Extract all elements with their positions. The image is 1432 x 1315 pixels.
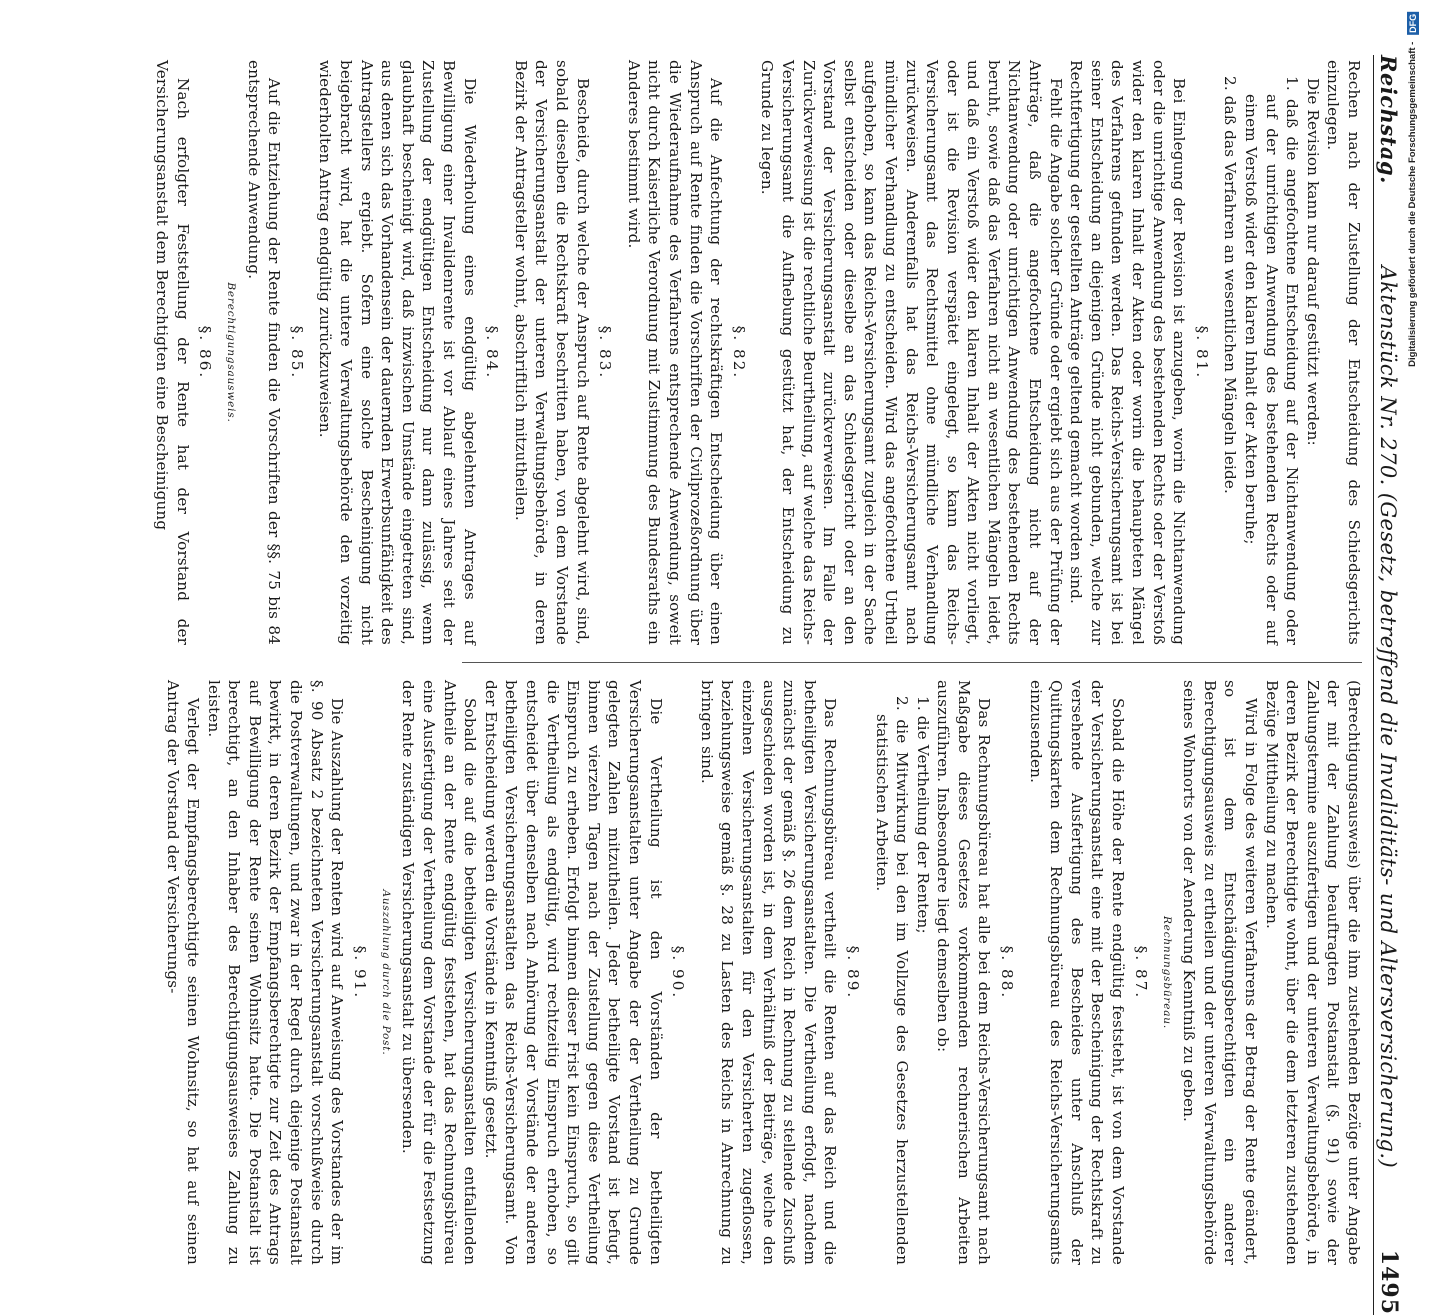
paragraph: Das Rechnungsbüreau vertheilt die Renten auf das Reich und die betheiligten Versicherungsanstalten. Die Vertheilung erfolgt, nachdem zunächst der gemäß §. 26 dem Reich in Rechnung zu stellende Zuschuß ausgeschieden worden ist, in dem Verhältniß der Beiträge, welche den einzelnen Versicherungsanstalten für den Versicherten zugeflossen, beziehungsweise gemäß §. 28 zu Lasten des Reichs in Anrechnung zu bringen sind. [697, 680, 840, 1265]
paragraph: Auf die Anfechtung der rechtskräftigen Entscheidung über einen Anspruch auf Rente finden die Vorschriften der Civilprozeßordnung über die Wiederaufnahme des Verfahrens entsprechende Anwendung, soweit nicht durch Kaiserliche Verordnung mit Zustimmung des Bundesraths ein Anderes bestimmt wird. [624, 60, 726, 645]
paragraph: (Berechtigungsausweis) über die ihm zustehenden Bezüge unter Angabe der mit der Zahlung beauftragten Postanstalt (§. 91) sowie der Zahlungstermine auszufertigen und der unteren Verwaltungsbehörde, in deren Bezirk der Berechtigte wohnt, über die dem letzteren zustehenden Bezüge Mittheilung zu machen. [1262, 680, 1363, 1265]
list-item: 1. die Vertheilung der Renten; [913, 696, 932, 934]
paragraph: Auf die Entziehung der Rente finden die Vorschriften der §§. 75 bis 84 entsprechende Anwendung. [244, 60, 284, 645]
paragraph: Die Wiederholung eines endgültig abgelehnten Antrages auf Bewilligung einer Invalidenrente ist vor Ablauf eines Jahres seit der Zustellung der endgültigen Entscheidung nur dann zulässig, wenn glaubhaft bescheinigt wird, daß inzwischen Umstände eingetreten sind, aus denen sich das Vorhandensein der dauernden Erwerbsunfähigkeit des Antragstellers ergiebt. Sofern eine solche Bescheinigung nicht beigebracht wird, hat die untere Verwaltungsbehörde den vorzeitig wiederholten Antrag endgültig zurückzuweisen. [316, 60, 479, 645]
paragraph: Nach erfolgter Feststellung der Rente hat der Vorstand der Versicherungsanstalt dem Berechtigten eine Bescheinigung [152, 60, 192, 645]
subsection-title: Rechnungsbüreau. [1160, 915, 1173, 1030]
right-column [163, 680, 1364, 1265]
section-heading: §. 83. [596, 325, 615, 380]
section-heading: §. 81. [1192, 325, 1211, 380]
page-number: 1495 [1376, 1249, 1402, 1315]
paragraph: Verlegt der Empfangsberechtigte seinen Wohnsitz, so hat auf seinen Antrag der Vorstand der Versicherungs- [163, 680, 203, 1265]
dfg-logo: DFG [1408, 14, 1418, 33]
section-heading: §. 85. [287, 325, 306, 380]
paragraph: Sobald die auf die betheiligten Versicherungsanstalten entfallenden Antheile an der Rente endgültig feststehen, hat das Rechnungsbüreau eine Ausfertigung der Vertheilung dem Vorstande der für die Festsetzung der Rente zuständigen Versicherungsanstalt zu übersenden. [399, 680, 480, 1265]
paragraph: Wird in Folge des weiteren Verfahrens der Betrag der Rente geändert, so ist dem Entschädigungsberechtigten ein anderer Berechtigungsausweis zu ertheilen und der unteren Verwaltungsbehörde seines Wohnorts von der Aenderung Kenntniß zu geben. [1180, 680, 1261, 1265]
section-heading: §. 86. [196, 325, 215, 380]
paragraph: Das Rechnungsbüreau hat alle bei dem Reichs-Versicherungsamt nach Maßgabe dieses Gesetzes vorkommenden rechnerischen Arbeiten auszuführen. Insbesondere liegt demselben ob: [934, 680, 994, 1265]
digitization-credit [1402, 12, 1424, 988]
paragraph: Die Vertheilung ist den Vorständen der betheiligten Versicherungsanstalten unter Angabe der der Vertheilung zu Grunde gelegten Zahlen mitzutheilen. Jeder betheiligte Vorstand ist befugt, binnen vierzehn Tagen nach der Zustellung gegen diese Vertheilung Einspruch zu erheben. Erfolgt binnen dieser Frist kein Einspruch, so gilt die Vertheilung als endgültig, wird rechtzeitig Einspruch erhoben, so entscheidet über denselben nach Anhörung der Vorstände der anderen betheiligten Versicherungsanstalten das Reichs-Versicherungsamt. Von der Entscheidung werden die Vorstände in Kenntniß gesetzt. [481, 680, 665, 1265]
section-heading: §. 88. [998, 945, 1017, 1000]
paragraph: Die Revision kann nur darauf gestützt werden: [1303, 78, 1322, 446]
paragraph: Bei Einlegung der Revision ist anzugeben, worin die Nichtanwendung oder die unrichtige Anwendung des bestehenden Rechts oder der Verstoß wider den klaren Inhalt der Akten oder worin die behaupteten Mängel des Verfahrens gefunden werden. Das Reichs-Versicherungsamt ist bei seiner Entscheidung an diejenigen Gründe nicht gebunden, welche zur Rechtfertigung der gestellten Anträge geltend gemacht worden sind. [1067, 60, 1189, 645]
paragraph: Bescheide, durch welche der Anspruch auf Rente abgelehnt wird, sind, sobald dieselben die Rechtskraft beschritten haben, von dem Vorstande der Versicherungsanstalt der unteren Verwaltungsbehörde, in deren Bezirk der Antragsteller wohnt, abschriftlich mitzutheilen. [511, 60, 592, 645]
paragraph: Rechen nach der Zustellung der Entscheidung des Schiedsgerichts einzulegen. [1324, 60, 1363, 645]
column-divider [462, 662, 1362, 663]
list-item: 2. die Mitwirkung bei den im Vollzuge des Gesetzes herzustellenden statistischen Arbeiten. [872, 696, 912, 1265]
list-item: 2. daß das Verfahren an wesentlichen Mängeln leide. [1221, 76, 1240, 494]
subsection-title: Berechtigungsausweis. [225, 282, 238, 423]
list-item: 1. daß die angefochtene Entscheidung auf der Nichtanwendung oder auf der unrichtigen Anwendung des bestehenden Rechts oder auf einem Verstoß wider den klaren Inhalt der Akten beruhe; [1242, 76, 1302, 645]
paragraph: Sobald die Höhe der Rente endgültig feststeht, ist von dem Vorstande der Versicherungsanstalt eine mit der Bescheinigung der Rechtskraft zu versehende Ausfertigung des Bescheides unter Anschluß der Quittungskarten dem Rechnungsbüreau des Reichs-Versicherungsamts einzusenden. [1026, 680, 1128, 1265]
paragraph: Fehlt die Angabe solcher Gründe oder ergiebt sich aus der Prüfung der Anträge, daß die angefochtene Entscheidung nicht auf der Nichtanwendung oder unrichtigen Anwendung des bestehenden Rechts beruht, sowie daß das Verfahren nicht an wesentlichen Mängeln leidet, und daß ein Verstoß wider den klaren Inhalt der Akten nicht vorliegt, oder ist die Revision verspätet eingelegt, so kann das Reichs-Versicherungsamt das Rechtsmittel ohne mündliche Verhandlung zurückweisen. Anderenfalls hat das Reichs-Versicherungsamt nach mündlicher Verhandlung zu entscheiden. Wird das angefochtene Urtheil aufgehoben, so kann das Reichs-Versicherungsamt zugleich in der Sache selbst entscheiden oder dieselbe an das Schiedsgericht oder an den Vorstand der Versicherungsanstalt zurückverweisen. Im Falle der Zurückverweisung ist die rechtliche Beurtheilung, auf welche das Reichs-Versicherungsamt die Aufhebung gestützt hat, der Entscheidung zu Grunde zu legen. [758, 60, 1065, 645]
header-reichstag: Reichstag. [1376, 55, 1401, 184]
subsection-title: Auszahlung durch die Post. [379, 889, 392, 1056]
header-title: Aktenstück Nr. 270. (Gesetz, betreffend die Invaliditäts- und Altersversicherung.) [1376, 265, 1400, 1169]
section-heading: §. 87. [1131, 945, 1150, 1000]
section-heading: §. 84. [483, 325, 502, 380]
credit-label: Digitalisierung gefördert durch die Deutsche Forschungsgemeinschaft - [1407, 41, 1418, 367]
paragraph: Die Auszahlung der Renten wird auf Anweisung des Vorstandes der im §. 90 Absatz 2 bezeichneten Versicherungsanstalt vorschußweise durch die Postverwaltungen, und zwar in der Regel durch diejenige Postanstalt bewirkt, in deren Bezirk der Empfangsberechtigte zur Zeit des Antrags auf Bewilligung der Rente seinen Wohnsitz hatte. Die Postanstalt ist berechtigt, an den Inhaber des Berechtigungsausweises Zahlung zu leisten. [204, 680, 347, 1265]
section-heading: §. 91. [350, 945, 369, 1000]
credit-text [1407, 12, 1419, 367]
section-heading: §. 90. [669, 945, 688, 1000]
section-heading: §. 89. [843, 945, 862, 1000]
section-heading: §. 82. [729, 325, 748, 380]
left-column [152, 60, 1364, 645]
